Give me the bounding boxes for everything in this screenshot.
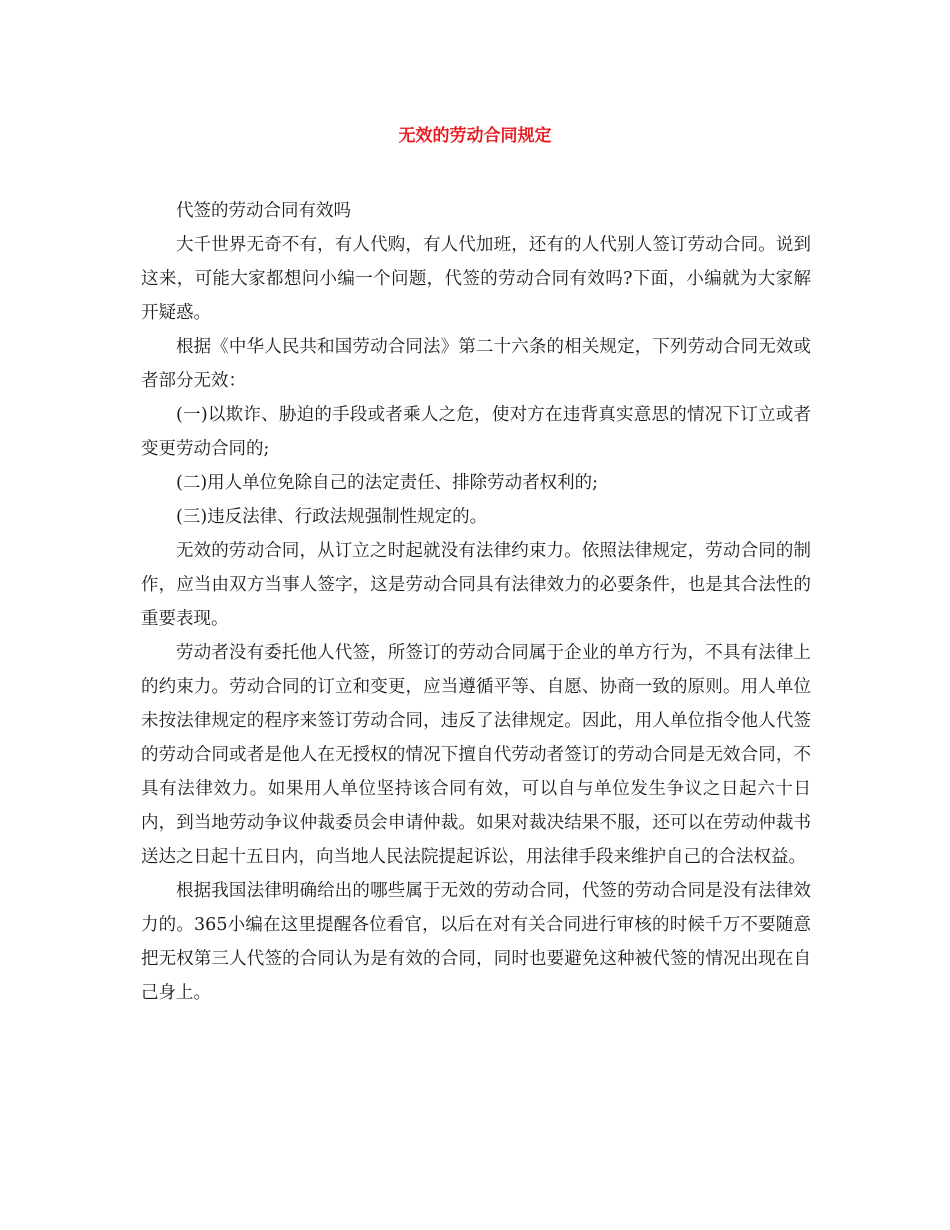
paragraph-clause-1: (一)以欺诈、胁迫的手段或者乘人之危，使对方在违背真实意思的情况下订立或者变更劳动合同的;	[141, 405, 811, 459]
paragraph-clause-3: (三)违反法律、行政法规强制性规定的。	[176, 507, 488, 527]
paragraph-subheading: 代签的劳动合同有效吗	[176, 201, 351, 221]
document-title: 无效的劳动合同规定	[398, 126, 552, 146]
paragraph-law-reference: 根据《中华人民共和国劳动合同法》第二十六条的相关规定，下列劳动合同无效或者部分无效：	[141, 337, 811, 391]
paragraph-invalid-contract: 无效的劳动合同，从订立之时起就没有法律约束力。依照法律规定，劳动合同的制作，应当由双方当事人签字，这是劳动合同具有法律效力的必要条件，也是其合法性的重要表现。	[141, 541, 811, 629]
paragraph-proxy-signing: 劳动者没有委托他人代签，所签订的劳动合同属于企业的单方行为，不具有法律上的约束力。劳动合同的订立和变更，应当遵循平等、自愿、协商一致的原则。用人单位未按法律规定的程序来签订劳动合同，违反了法律规定。因此，用人单位指令他人代签的劳动合同或者是他人在无授权的情况下擅自代劳动者签订的劳动合同是无效合同，不具有法律效力。如果用人单位坚持该合同有效，可以自与单位发生争议之日起六十日内，到当地劳动争议仲裁委员会申请仲裁。如果对裁决结果不服，还可以在劳动仲裁书送达之日起十五日内，向当地人民法院提起诉讼，用法律手段来维护自己的合法权益。	[141, 643, 811, 867]
paragraph-conclusion: 根据我国法律明确给出的哪些属于无效的劳动合同，代签的劳动合同是没有法律效力的。365小编在这里提醒各位看官，以后在对有关合同进行审核的时候千万不要随意把无权第三人代签的合同认为是有效的合同，同时也要避免这种被代签的情况出现在自己身上。	[141, 881, 811, 1003]
paragraph-intro: 大千世界无奇不有，有人代购，有人代加班，还有的人代别人签订劳动合同。说到这来，可能大家都想问小编一个问题，代签的劳动合同有效吗?下面，小编就为大家解开疑惑。	[141, 235, 811, 323]
document-body	[141, 194, 811, 1010]
paragraph-clause-2: (二)用人单位免除自己的法定责任、排除劳动者权利的;	[176, 473, 599, 493]
